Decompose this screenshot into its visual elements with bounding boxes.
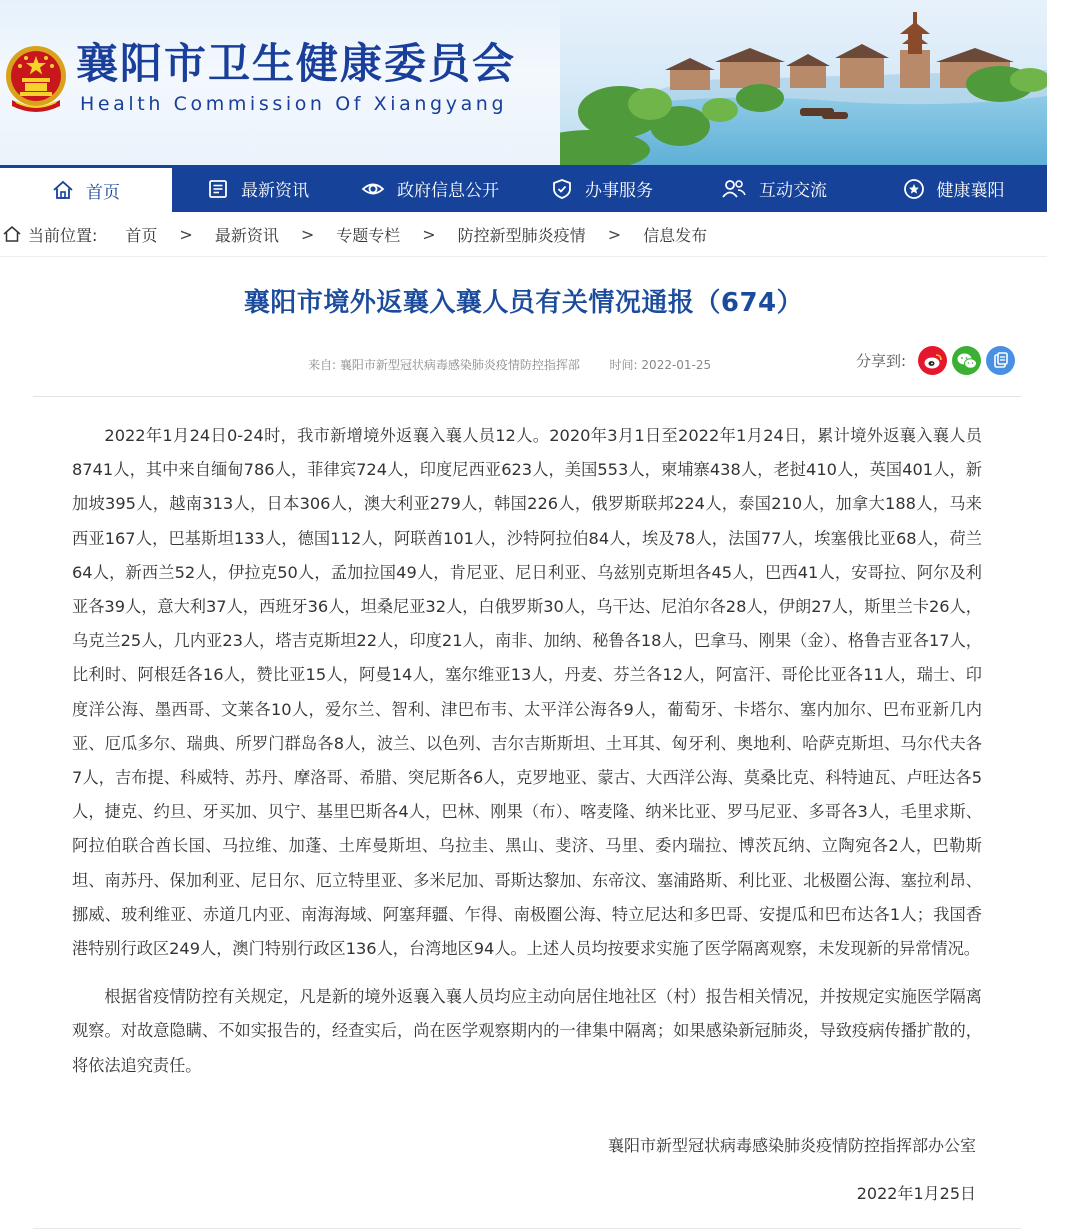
national-emblem-icon xyxy=(4,42,68,114)
source-label: 来自: xyxy=(308,358,337,372)
nav-item-interaction[interactable] xyxy=(688,165,860,212)
shield-icon xyxy=(551,178,573,200)
home-icon xyxy=(52,179,74,201)
breadcrumb-info-release[interactable]: 信息发布 xyxy=(643,225,708,245)
site-banner xyxy=(0,0,1047,165)
main-nav xyxy=(0,165,1047,212)
nav-label-gov-info: 政府信息公开 xyxy=(397,181,499,201)
weibo-icon xyxy=(923,352,943,370)
nav-label-healthy-xiangyang: 健康襄阳 xyxy=(936,181,1005,201)
article-meta xyxy=(308,356,711,374)
nav-label-interaction: 互动交流 xyxy=(759,181,827,201)
city-scenery-illustration xyxy=(560,0,1047,165)
nav-label-home: 首页 xyxy=(86,182,120,203)
signature-date: 2022年1月25日 xyxy=(856,1184,976,1203)
home-icon xyxy=(2,224,22,244)
article-paragraph: 2022年1月24日0-24时，我市新增境外返襄入襄人员12人。2020年3月1日至2022年1月24日，累计境外返襄入襄人员8741人，其中来自缅甸786人，菲律宾724人，印度尼西亚623人，美国553人，柬埔寨438人，老挝410人，英国401人，新加坡395人，越南313人，日本306人，澳大利亚279人，韩国226人，俄罗斯联邦224人，泰国210人，加拿大188人，马来西亚167人，巴基斯坦133人，德国112人，阿联酋101人，沙特阿拉伯84人，埃及78人，法国77人，埃塞俄比亚68人，荷兰64人，新西兰52人，伊拉克50人，孟加拉国49人，肯尼亚、尼日利亚、乌兹别克斯坦各45人，巴西41人，安哥拉、阿尔及利亚各39人，意大利37人，西班牙36人，坦桑尼亚32人，白俄罗斯30人，乌干达、尼泊尔各28人，伊朗27人，斯里兰卡26人，乌克兰25人，几内亚23人，塔吉克斯坦22人，印度21人，南非、加纳、秘鲁各18人，巴拿马、刚果（金）、格鲁吉亚各17人，比利时、阿根廷各16人，赞比亚15人，阿曼14人，塞尔维亚13人，丹麦、芬兰各12人，阿富汗、哥伦比亚各11人，瑞士、印度洋公海、墨西哥、文莱各10人，爱尔兰、智利、津巴布韦、太平洋公海各9人，葡萄牙、卡塔尔、塞内加尔、巴布亚新几内亚、厄瓜多尔、瑞典、所罗门群岛各8人，波兰、以色列、吉尔吉斯斯坦、土耳其、匈牙利、奥地利、哈萨克斯坦、马尔代夫各7人，吉布提、科威特、苏丹、摩洛哥、希腊、突尼斯各6人，克罗地亚、蒙古、大西洋公海、莫桑比克、科特迪瓦、卢旺达各5人，捷克、约旦、牙买加、贝宁、基里巴斯各4人，巴林、刚果（布）、喀麦隆、纳米比亚、罗马尼亚、多哥各3人，毛里求斯、阿拉伯联合酋长国、马拉维、加蓬、土库曼斯坦、乌拉圭、黑山、斐济、马里、委内瑞拉、博茨瓦纳、立陶宛各2人，巴勒斯坦、南苏丹、保加利亚、尼日尔、厄立特里亚、多米尼加、哥斯达黎加、东帝汶、塞浦路斯、利比亚、北极圈公海、塞拉利昂、挪威、玻利维亚、赤道几内亚、南海海域、阿塞拜疆、乍得、南极圈公海、特立尼达和多巴哥、安提瓜和巴布达各1人；我国香港特别行政区249人，澳门特别行政区136人，台湾地区94人。上述人员均按要求实施了医学隔离观察，未发现新的异常情况。 xyxy=(72,426,982,959)
breadcrumb-special-topics[interactable]: 专题专栏 xyxy=(336,225,401,245)
breadcrumb-separator: > xyxy=(422,224,436,244)
share-weibo-button[interactable] xyxy=(918,346,947,375)
breadcrumb-separator: > xyxy=(179,224,193,244)
nav-label-services: 办事服务 xyxy=(585,181,653,201)
time-value: 2022-01-25 xyxy=(641,358,712,372)
news-icon xyxy=(207,178,229,200)
signature-organization: 襄阳市新型冠状病毒感染肺炎疫情防控指挥部办公室 xyxy=(607,1136,976,1155)
nav-item-services[interactable] xyxy=(516,165,688,212)
meta-divider xyxy=(33,396,1021,397)
article-paragraph: 根据省疫情防控有关规定，凡是新的境外返襄入襄人员均应主动向居住地社区（村）报告相关情况，并按规定实施医学隔离观察。对故意隐瞒、不如实报告的，经查实后，尚在医学观察期内的一律集中隔离；如果感染新冠肺炎，导致疫病传播扩散的，将依法追究责任。 xyxy=(72,987,982,1075)
page-margin xyxy=(1047,0,1071,1231)
breadcrumb-home[interactable]: 首页 xyxy=(125,225,158,245)
wechat-icon xyxy=(956,352,978,370)
breadcrumb-separator: > xyxy=(300,224,315,244)
site-subtitle: Health Commission Of Xiangyang xyxy=(80,93,508,115)
nav-item-home[interactable] xyxy=(0,165,172,212)
site-title: 襄阳市卫生健康委员会 xyxy=(76,39,517,88)
bottom-divider xyxy=(33,1228,1021,1229)
share-wechat-button[interactable] xyxy=(952,346,981,375)
breadcrumb xyxy=(0,212,1047,257)
eye-icon xyxy=(361,178,385,200)
breadcrumb-label: 当前位置: xyxy=(28,225,98,245)
nav-label-news: 最新资讯 xyxy=(241,181,309,201)
breadcrumb-news[interactable]: 最新资讯 xyxy=(214,225,279,245)
star-icon xyxy=(903,178,925,200)
article-content xyxy=(72,419,982,1083)
nav-item-news[interactable] xyxy=(172,165,344,212)
time-label: 时间: xyxy=(609,358,638,372)
source-value: 襄阳市新型冠状病毒感染肺炎疫情防控指挥部 xyxy=(339,358,580,372)
nav-item-gov-info[interactable] xyxy=(344,165,516,212)
share-bar xyxy=(856,346,1020,375)
nav-item-healthy-xiangyang[interactable] xyxy=(860,165,1047,212)
copy-icon xyxy=(992,352,1010,370)
article-title: 襄阳市境外返襄入襄人员有关情况通报（674） xyxy=(243,288,804,318)
share-label: 分享到: xyxy=(856,352,907,370)
share-copy-button[interactable] xyxy=(986,346,1015,375)
breadcrumb-epidemic-control[interactable]: 防控新型肺炎疫情 xyxy=(457,225,586,245)
breadcrumb-separator: > xyxy=(607,224,622,244)
people-icon xyxy=(721,178,747,200)
